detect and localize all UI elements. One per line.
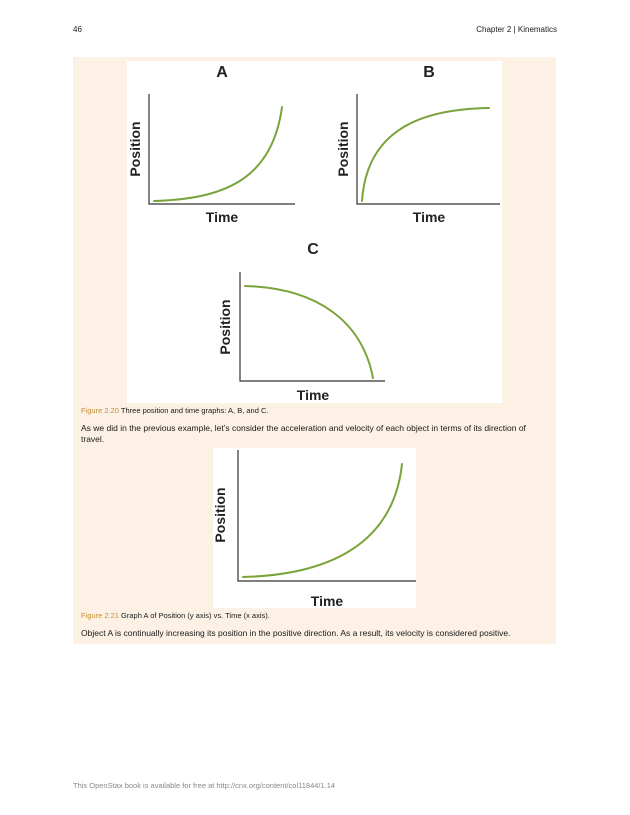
- graph-c: [217, 241, 385, 403]
- figure-2-21-caption-label: Figure 2.21: [81, 611, 119, 620]
- figure-2-21-xlabel: Time: [310, 593, 344, 609]
- footer-text: This OpenStax book is available for free at http://cnx.org/content/col11844/1.14: [73, 781, 336, 790]
- figure-2-20-caption-label: Figure 2.20: [81, 406, 119, 415]
- graph-a-axes: [149, 94, 295, 204]
- graph-c-ylabel: Position: [217, 299, 233, 355]
- graph-a-curve: [154, 107, 282, 201]
- graph-c-xlabel: Time: [296, 387, 330, 403]
- graph-b-ylabel: Position: [335, 121, 351, 177]
- graph-a: [127, 64, 295, 225]
- page-number: 46: [73, 25, 82, 34]
- figure-2-21-panel: [213, 448, 416, 608]
- graph-a-letter: A: [216, 64, 228, 81]
- paragraph-1: As we did in the previous example, let’s consider the acceleration and velocity of each object in terms of its direction of travel.: [81, 423, 526, 444]
- figure-2-20-svg: [127, 61, 502, 403]
- figure-2-21-ylabel: Position: [212, 487, 228, 543]
- figure-2-21-curve: [243, 464, 402, 577]
- graph-b: [335, 64, 500, 225]
- chapter-header: Chapter 2 | Kinematics: [476, 25, 557, 34]
- graph-b-xlabel: Time: [412, 209, 446, 225]
- graph-c-curve: [245, 286, 373, 378]
- graph-b-curve: [362, 108, 489, 201]
- figure-2-20-caption: [81, 406, 268, 416]
- graph-c-letter: C: [307, 241, 319, 258]
- graph-a-ylabel: Position: [127, 121, 143, 177]
- figure-2-21-svg: [213, 448, 416, 608]
- paragraph-2: Object A is continually increasing its position in the positive direction. As a result, its velocity is considered positive.: [81, 628, 511, 638]
- graph-b-letter: B: [423, 64, 435, 81]
- figure-2-21-caption-text: Graph A of Position (y axis) vs. Time (x axis).: [118, 611, 270, 620]
- figure-2-20-caption-text: Three position and time graphs: A, B, and C.: [118, 406, 269, 415]
- graph-a-xlabel: Time: [205, 209, 239, 225]
- figure-2-20-panel: [127, 61, 502, 403]
- graph-c-axes: [240, 272, 385, 381]
- figure-2-21-caption: [81, 611, 270, 621]
